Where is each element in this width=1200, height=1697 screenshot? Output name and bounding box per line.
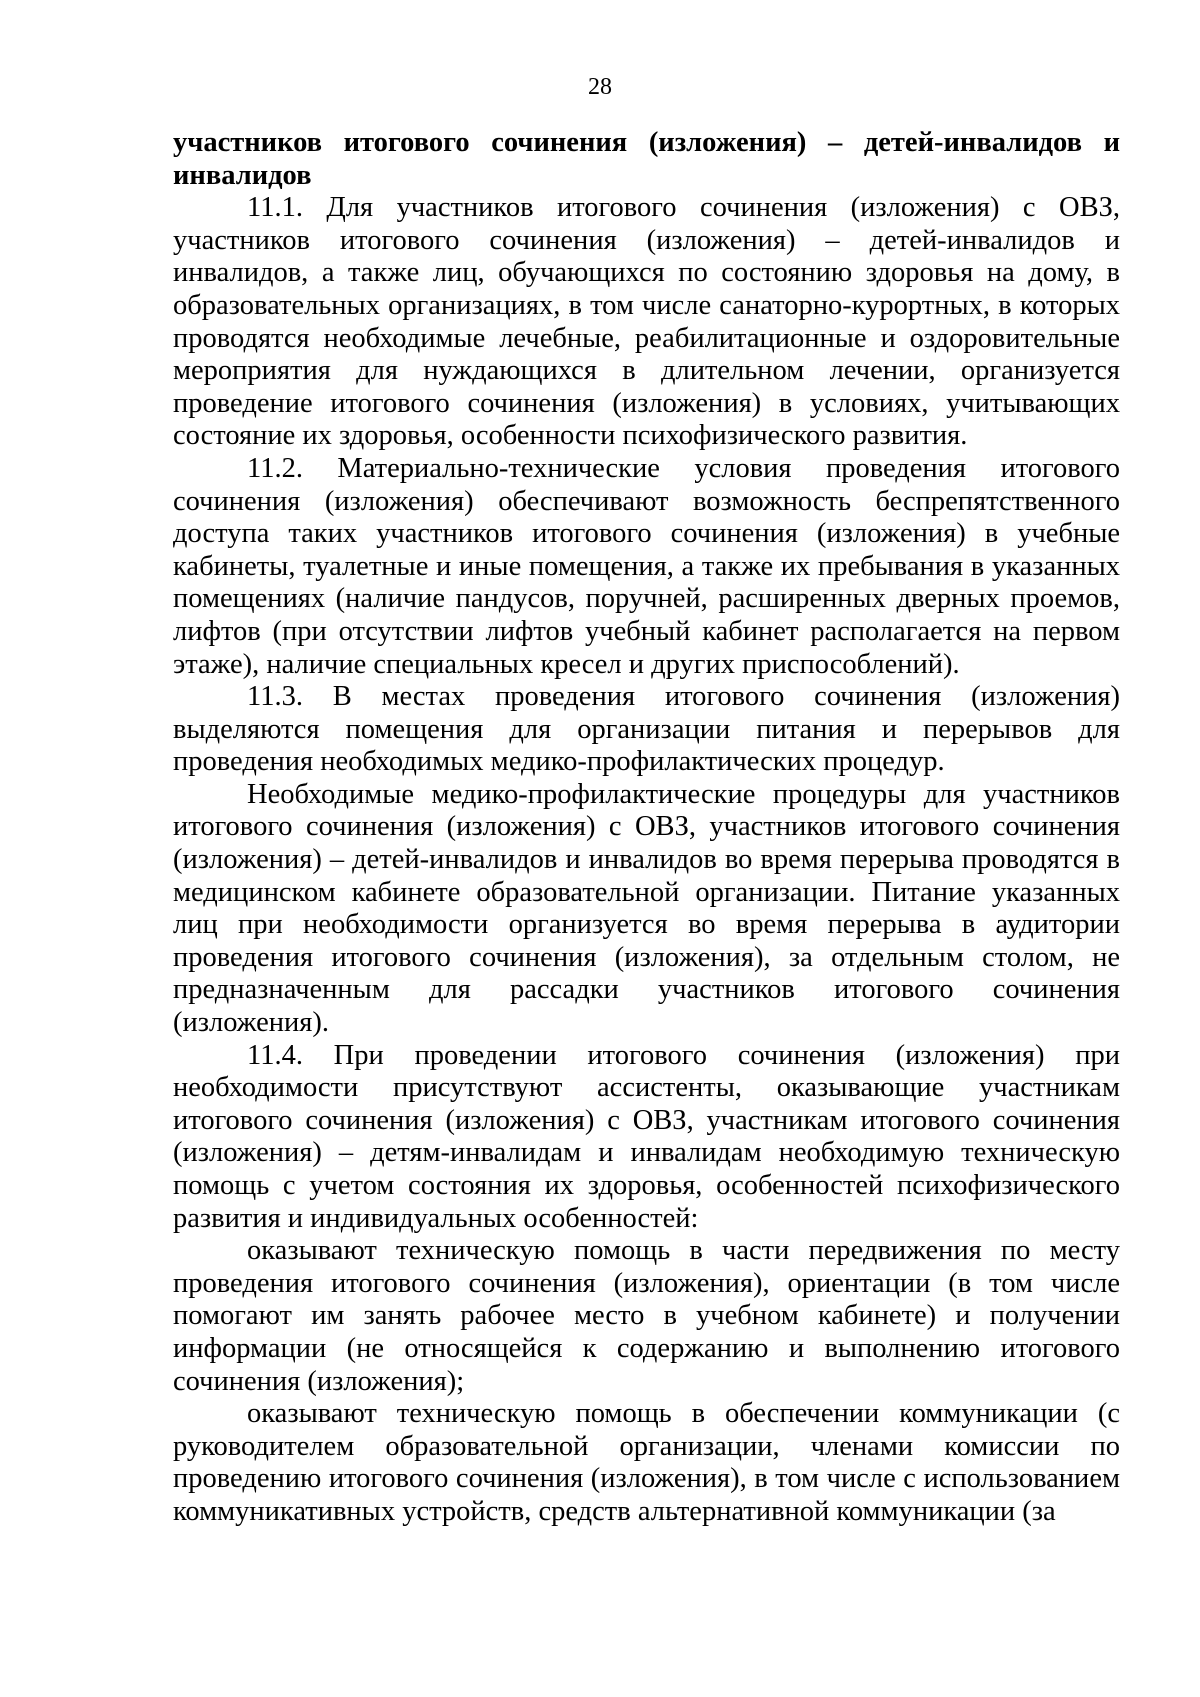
paragraph-11-3: 11.3. В местах проведения итогового сочинения (изложения) выделяются помещения для организации питания и перерывов для проведения необходимых медико-профилактических процедур. — [173, 681, 1120, 778]
paragraph-11-4: 11.4. При проведении итогового сочинения (изложения) при необходимости присутствуют ассистенты, оказывающие участникам итогового сочинения (изложения) с ОВЗ, участникам итогового сочинения (изложения) – детям-инвалидам и инвалидам необходимую техническую помощь с учетом состояния их здоровья, особенностей психофизического развития и индивидуальных особенностей: — [173, 1039, 1120, 1234]
paragraph-11-2: 11.2. Материально-технические условия проведения итогового сочинения (изложения) обеспечивают возможность беспрепятственного доступа таких участников итогового сочинения (изложения) в учебные кабинеты, туалетные и иные помещения, а также их пребывания в указанных помещениях (наличие пандусов, поручней, расширенных дверных проемов, лифтов (при отсутствии лифтов учебный кабинет располагается на первом этаже), наличие специальных кресел и других приспособлений). — [173, 452, 1120, 680]
paragraph-communication-assistance: оказывают техническую помощь в обеспечении коммуникации (с руководителем образовательной организации, членами комиссии по проведению итогового сочинения (изложения), в том числе с использованием коммуникативных устройств, средств альтернативной коммуникации (за — [173, 1398, 1120, 1527]
paragraph-11-1: 11.1. Для участников итогового сочинения (изложения) с ОВЗ, участников итогового сочинения (изложения) – детей-инвалидов и инвалидов, а также лиц, обучающихся по состоянию здоровья на дому, в образовательных организациях, в том числе санаторно-курортных, в которых проводятся необходимые лечебные, реабилитационные и оздоровительные мероприятия для нуждающихся в длительном лечении, организуется проведение итогового сочинения (изложения) в условиях, учитывающих состояние их здоровья, особенности психофизического развития. — [173, 192, 1120, 452]
paragraph-movement-assistance: оказывают техническую помощь в части передвижения по месту проведения итогового сочинения (изложения), ориентации (в том числе помогают им занять рабочее место в учебном кабинете) и получении информации (не относящейся к содержанию и выполнению итогового сочинения (изложения); — [173, 1235, 1120, 1397]
document-body — [173, 127, 1120, 1529]
paragraph-procedures: Необходимые медико-профилактические процедуры для участников итогового сочинения (изложения) с ОВЗ, участников итогового сочинения (изложения) – детей-инвалидов и инвалидов во время перерыва проводятся в медицинском кабинете образовательной организации. Питание указанных лиц при необходимости организуется во время перерыва в аудитории проведения итогового сочинения (изложения), за отдельным столом, не предназначенным для рассадки участников итогового сочинения (изложения). — [173, 778, 1120, 1039]
section-heading: участников итогового сочинения (изложения) – детей-инвалидов и инвалидов — [173, 127, 1120, 191]
page-number: 28 — [588, 74, 612, 100]
